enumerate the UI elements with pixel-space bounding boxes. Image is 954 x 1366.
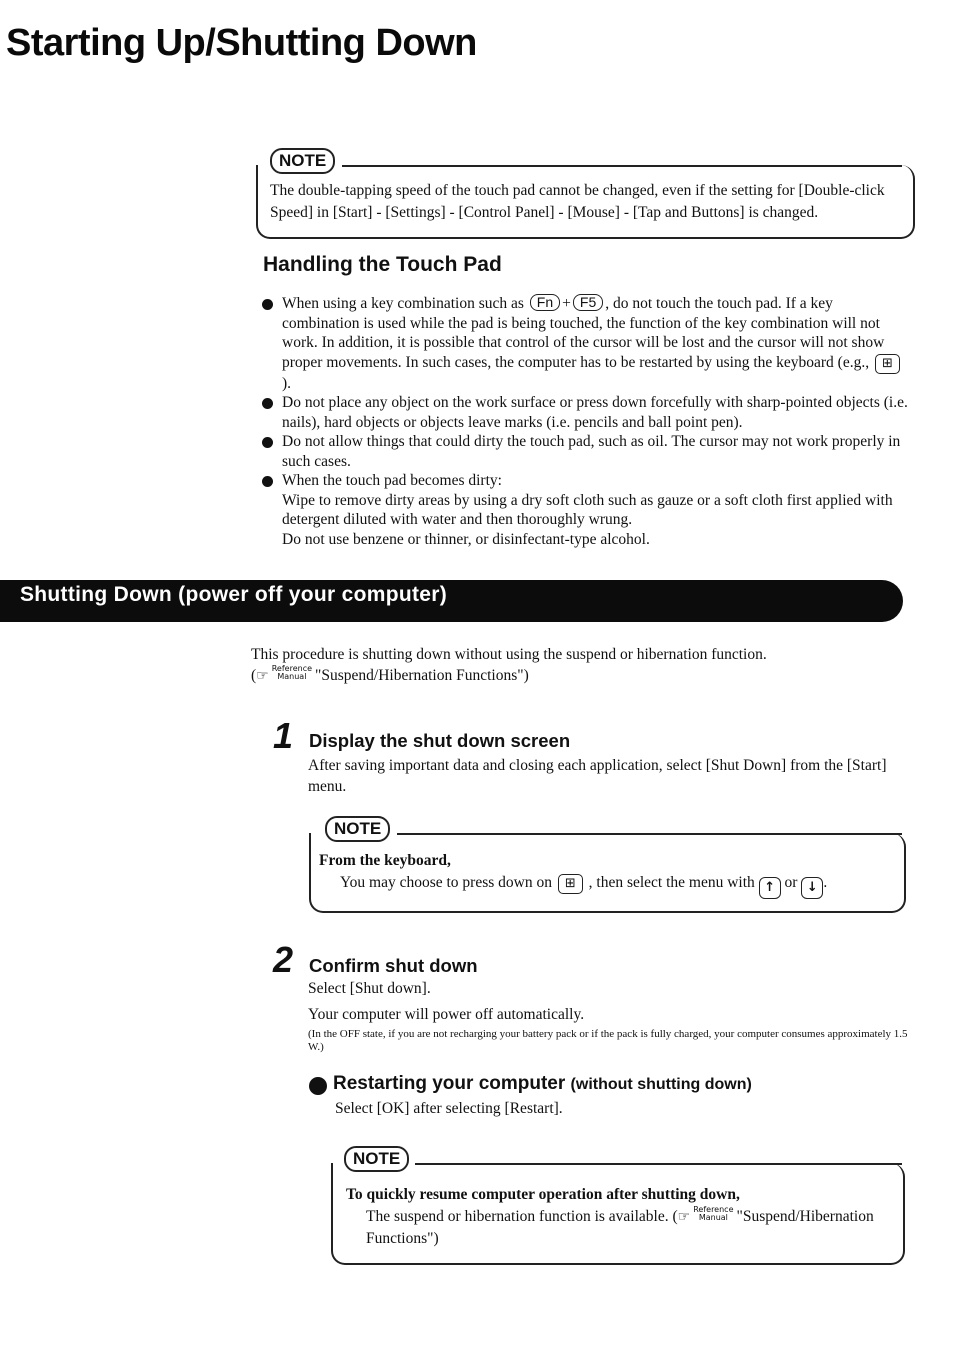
note-tag: NOTE xyxy=(270,148,335,174)
step-1-text: After saving important data and closing each application, select [Shut Down] from the [Start] menu. xyxy=(308,757,887,795)
note-resume-text xyxy=(346,1206,896,1249)
note-heading: From the keyboard, xyxy=(319,852,451,869)
note-heading: To quickly resume computer operation after shutting down, xyxy=(346,1186,740,1203)
note-keyboard-text xyxy=(319,872,899,899)
page-title: Starting Up/Shutting Down xyxy=(6,22,477,64)
bullet-text: When the touch pad becomes dirty: xyxy=(282,472,502,489)
note-text: . xyxy=(823,874,828,891)
pointing-hand-icon: ☞ xyxy=(256,668,269,684)
note-text: You may choose to press down on xyxy=(340,874,552,891)
paren: ( xyxy=(251,667,257,684)
shutdown-intro xyxy=(251,644,891,687)
bullet-text: Wipe to remove dirty areas by using a dry soft cloth such as gauze or a soft cloth first applied with detergent diluted with water and then thoroughly wrung. xyxy=(282,491,893,528)
restart-title-suffix: (without shutting down) xyxy=(570,1076,752,1093)
bullet-dot-icon xyxy=(309,1077,327,1095)
up-arrow-key-icon: ↑ xyxy=(759,877,781,899)
note-text: , then select the menu with xyxy=(588,874,755,891)
bullet-text: , do not touch the touch pad. If a key combination is used while the pad is being touched, the function of the key combination will not work. In addition, it is possible that control of the cursor will be lost and the cursor will not show proper movements. In such cases, the computer has to be restarted by using the keyboard (e.g., xyxy=(282,295,885,371)
restart-title: Restarting your computer xyxy=(333,1073,566,1094)
note-text: The double-tapping speed of the touch pad cannot be changed, even if the setting for [Double-click Speed] in [Start] - [Settings] - [Control Panel] - [Mouse] - [Tap and Buttons] is changed. xyxy=(270,182,885,221)
ref-bottom: Manual xyxy=(277,672,307,681)
f5-key-icon: F5 xyxy=(573,294,603,311)
restart-heading xyxy=(333,1073,752,1095)
section-heading-touch-pad: Handling the Touch Pad xyxy=(263,253,502,276)
bullet-text: When using a key combination such as xyxy=(282,295,524,312)
step-2-line2: Your computer will power off automatically. xyxy=(308,1006,585,1023)
intro-text: This procedure is shutting down without using the suspend or hibernation function. xyxy=(251,646,767,663)
windows-key-icon: ⊞ xyxy=(875,354,900,374)
step-1-title: Display the shut down screen xyxy=(309,730,571,751)
bullet-text: ). xyxy=(282,374,292,392)
step-2-number: 2 xyxy=(273,939,294,980)
bullet-text: Do not use benzene or thinner, or disinfectant-type alcohol. xyxy=(282,530,650,548)
reference-manual-icon xyxy=(272,665,312,681)
note-text: or xyxy=(784,874,798,891)
intro-reference xyxy=(251,665,891,687)
note-tag: NOTE xyxy=(344,1146,409,1172)
step-2-title: Confirm shut down xyxy=(309,955,478,976)
bullet-dirty-things: Do not allow things that could dirty the touch pad, such as oil. The cursor may not work properly in such cases. xyxy=(262,432,908,471)
step-1-number: 1 xyxy=(273,715,294,756)
bullet-cleaning xyxy=(262,471,908,549)
down-arrow-key-icon: ↓ xyxy=(801,877,823,899)
note-keyboard xyxy=(319,850,899,899)
ref-text: "Suspend/Hibernation Functions") xyxy=(315,667,529,684)
pointing-hand-icon: ☞ xyxy=(677,1209,691,1225)
note-text: "Suspend/Hibernation Functions") xyxy=(366,1208,874,1247)
note-tag: NOTE xyxy=(325,816,390,842)
note-resume xyxy=(346,1184,896,1249)
ref-top: Reference xyxy=(693,1205,734,1214)
ref-top: Reference xyxy=(271,664,313,673)
step-2-small-note: (In the OFF state, if you are not recharging your battery pack or if the pack is fully charged, your computer consumes approximately 1.5 W.) xyxy=(308,1028,908,1053)
plus-sign: + xyxy=(562,295,571,312)
restart-text: Select [OK] after selecting [Restart]. xyxy=(335,1100,563,1117)
step-2-line1: Select [Shut down]. xyxy=(308,980,431,997)
ref-bottom: Manual xyxy=(698,1213,728,1222)
touch-pad-bullet-list xyxy=(262,294,908,549)
reference-manual-icon xyxy=(693,1206,733,1222)
section-title-shutting-down: Shutting Down (power off your computer) xyxy=(20,583,447,606)
fn-key-icon: Fn xyxy=(530,294,560,311)
bullet-sharp-objects: Do not place any object on the work surface or press down forcefully with sharp-pointed objects (i.e. nails), hard objects or objects leave marks (i.e. pencils and ball point pen). xyxy=(262,393,908,432)
bullet-key-combination xyxy=(262,294,908,393)
note-text: The suspend or hibernation function is available. ( xyxy=(366,1208,678,1225)
windows-key-icon: ⊞ xyxy=(558,874,583,894)
